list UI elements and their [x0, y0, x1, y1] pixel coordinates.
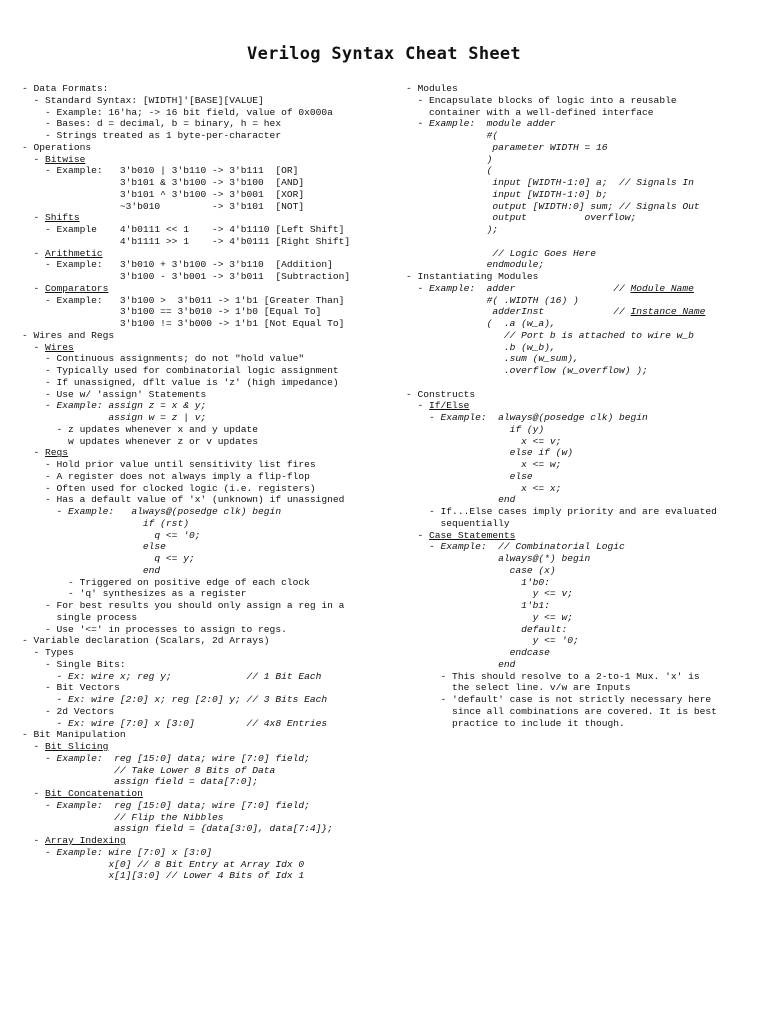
- text-line: - Case Statements: [406, 529, 516, 541]
- underlined-heading: Shifts: [45, 212, 80, 224]
- text-line: - Example: // Combinatorial Logic: [406, 541, 625, 553]
- text-line: 1'b0:: [406, 576, 550, 588]
- text-line: .b (w_b),: [406, 341, 556, 353]
- text-line: - 'default' case is not strictly necessary here: [406, 694, 712, 705]
- text-line: assign field = {data[3:0], data[7:4]};: [22, 823, 333, 835]
- underlined-heading: Case Statements: [429, 529, 516, 541]
- text-line: y <= v;: [406, 588, 573, 600]
- text-line: y <= w;: [406, 611, 573, 623]
- text-line: case (x): [406, 564, 556, 576]
- text-line: end: [406, 494, 516, 506]
- text-line: - Standard Syntax: [WIDTH]'[BASE][VALUE]: [22, 94, 264, 106]
- text-line: endcase: [406, 647, 550, 658]
- underlined-heading: Bitwise: [45, 153, 86, 165]
- text-line: - Single Bits:: [22, 658, 126, 670]
- text-line: // Port b is attached to wire w_b: [406, 329, 694, 341]
- text-line: - Example: adder // Module Name: [406, 282, 694, 294]
- text-line: container with a well-defined interface: [406, 106, 654, 118]
- text-line: - Shifts: [22, 212, 80, 224]
- text-line: parameter WIDTH = 16: [406, 141, 608, 153]
- underlined-heading: If/Else: [429, 400, 470, 412]
- page-title: Verilog Syntax Cheat Sheet: [247, 44, 521, 64]
- text-line: // Logic Goes Here: [406, 247, 596, 259]
- underlined-heading: Bit Concatenation: [45, 788, 143, 799]
- text-line: since all combinations are covered. It is best: [406, 705, 717, 717]
- text-line: .sum (w_sum),: [406, 353, 579, 365]
- text-line: single process: [22, 611, 138, 623]
- text-line: 3'b100 - 3'b001 -> 3'b011 [Subtraction]: [22, 271, 351, 282]
- text-line: sequentially: [406, 517, 510, 529]
- text-line: 3'b100 == 3'b010 -> 1'b0 [Equal To]: [22, 306, 322, 318]
- right-column: [406, 83, 762, 729]
- text-line: - Example: 3'b100 > 3'b011 -> 1'b1 [Greater Than]: [22, 294, 345, 306]
- text-line: 3'b101 & 3'b100 -> 3'b100 [AND]: [22, 177, 305, 188]
- text-line: - Example: reg [15:0] data; wire [7:0] field;: [22, 799, 310, 811]
- text-line: - If...Else cases imply priority and are evaluated: [406, 506, 717, 517]
- text-line: - Example: 3'b010 | 3'b110 -> 3'b111 [OR]: [22, 165, 299, 177]
- underlined-heading: Regs: [45, 447, 69, 459]
- text-line: output overflow;: [406, 212, 637, 224]
- text-line: x <= w;: [406, 459, 562, 470]
- text-line: - Wires: [22, 341, 74, 353]
- text-line: // Flip the Nibbles: [22, 811, 224, 823]
- text-line: if (rst): [22, 517, 189, 529]
- text-line: - 2d Vectors: [22, 705, 115, 717]
- text-line: x[1][3:0] // Lower 4 Bits of Idx 1: [22, 870, 305, 882]
- text-line: - Use '<=' in processes to assign to regs.: [22, 623, 287, 635]
- text-line: - Data Formats:: [22, 83, 109, 94]
- text-line: #( .WIDTH (16) ): [406, 294, 579, 306]
- text-line: - Instantiating Modules: [406, 271, 539, 282]
- text-line: - Ex: wire x; reg y; // 1 Bit Each: [22, 670, 322, 682]
- text-line: - If/Else: [406, 400, 470, 412]
- text-line: [406, 377, 762, 389]
- left-column: [22, 83, 394, 882]
- text-line: y <= '0;: [406, 635, 579, 647]
- text-line: assign field = data[7:0];: [22, 776, 259, 788]
- text-line: x <= x;: [406, 482, 562, 494]
- text-line: q <= y;: [22, 553, 195, 564]
- text-line: else: [406, 470, 533, 482]
- text-line: - z updates whenever x and y update: [22, 423, 259, 435]
- text-line: w updates whenever z or v updates: [22, 435, 259, 447]
- text-line: - Example: assign z = x & y;: [22, 400, 207, 412]
- underlined-heading: Wires: [45, 341, 74, 353]
- text-line: - Ex: wire [2:0] x; reg [2:0] y; // 3 Bits Each: [22, 694, 328, 705]
- text-line: - Constructs: [406, 388, 476, 400]
- text-line: - Continuous assignments; do not "hold value": [22, 353, 305, 365]
- text-line: 1'b1:: [406, 600, 550, 611]
- text-line: - Example: 16'ha; -> 16 bit field, value of 0x000a: [22, 106, 333, 118]
- text-line: - Comparators: [22, 282, 109, 294]
- text-line: - Example: always@(posedge clk) begin: [406, 412, 648, 423]
- text-line: - Types: [22, 647, 74, 658]
- text-line: - Has a default value of 'x' (unknown) if unassigned: [22, 494, 345, 506]
- text-line: output [WIDTH:0] sum; // Signals Out: [406, 200, 700, 212]
- text-line: else: [22, 541, 166, 553]
- text-line: else if (w): [406, 447, 573, 459]
- text-line: // Take Lower 8 Bits of Data: [22, 764, 276, 776]
- text-line: 3'b101 ^ 3'b100 -> 3'b001 [XOR]: [22, 188, 305, 200]
- text-line: .overflow (w_overflow) );: [406, 365, 648, 376]
- text-line: - Use w/ 'assign' Statements: [22, 388, 207, 400]
- text-line: - Example: 3'b010 + 3'b100 -> 3'b110 [Addition]: [22, 259, 333, 271]
- text-line: (: [406, 165, 493, 177]
- text-line: x <= v;: [406, 435, 562, 447]
- text-line: q <= '0;: [22, 529, 201, 541]
- text-line: - Variable declaration (Scalars, 2d Arrays): [22, 635, 270, 647]
- text-line: - Example: reg [15:0] data; wire [7:0] field;: [22, 752, 310, 764]
- text-line: - Operations: [22, 141, 92, 153]
- text-line: - Example: module adder: [406, 118, 556, 130]
- underlined-heading: Module Name: [630, 282, 694, 294]
- text-line: - Bit Vectors: [22, 682, 120, 694]
- underlined-heading: Bit Slicing: [45, 741, 109, 752]
- text-line: 3'b100 != 3'b000 -> 1'b1 [Not Equal To]: [22, 318, 345, 329]
- text-line: - Often used for clocked logic (i.e. registers): [22, 482, 316, 494]
- text-line: - Bit Concatenation: [22, 788, 143, 799]
- underlined-heading: Comparators: [45, 282, 109, 294]
- text-line: - Regs: [22, 447, 69, 459]
- text-line: - Modules: [406, 83, 458, 94]
- text-line: default:: [406, 623, 568, 635]
- text-line: input [WIDTH-1:0] a; // Signals In: [406, 177, 694, 188]
- underlined-heading: Instance Name: [630, 306, 706, 318]
- text-line: - For best results you should only assign a reg in a: [22, 600, 345, 611]
- text-line: endmodule;: [406, 259, 545, 271]
- text-line: - Arithmetic: [22, 247, 103, 259]
- text-line: - Bit Slicing: [22, 741, 109, 752]
- text-line: practice to include it though.: [406, 717, 625, 729]
- text-line: adderInst // Instance Name: [406, 306, 706, 318]
- text-line: 4'b1111 >> 1 -> 4'b0111 [Right Shift]: [22, 235, 351, 247]
- text-line: end: [22, 564, 161, 576]
- underlined-heading: Arithmetic: [45, 247, 103, 259]
- text-line: [406, 236, 762, 248]
- text-line: - Bit Manipulation: [22, 729, 126, 741]
- text-line: assign w = z | v;: [22, 412, 207, 423]
- text-line: - Wires and Regs: [22, 329, 115, 341]
- text-line: - Bases: d = decimal, b = binary, h = hex: [22, 118, 282, 130]
- text-line: - Bitwise: [22, 153, 86, 165]
- text-line: if (y): [406, 423, 545, 435]
- text-line: - Hold prior value until sensitivity list fires: [22, 459, 316, 470]
- underlined-heading: Array Indexing: [45, 835, 126, 846]
- text-line: end: [406, 658, 516, 670]
- text-line: - Ex: wire [7:0] x [3:0] // 4x8 Entries: [22, 717, 328, 729]
- text-line: - If unassigned, dflt value is 'z' (high impedance): [22, 376, 339, 388]
- text-line: - Encapsulate blocks of logic into a reusable: [406, 94, 677, 106]
- text-line: - A register does not always imply a flip-flop: [22, 470, 310, 482]
- text-line: - Strings treated as 1 byte-per-character: [22, 130, 282, 141]
- text-line: input [WIDTH-1:0] b;: [406, 188, 608, 200]
- text-line: ( .a (w_a),: [406, 318, 556, 329]
- text-line: - Array Indexing: [22, 835, 126, 846]
- text-line: - This should resolve to a 2-to-1 Mux. 'x' is: [406, 670, 700, 682]
- text-line: #(: [406, 130, 499, 141]
- text-line: );: [406, 224, 499, 235]
- text-line: the select line. v/w are Inputs: [406, 682, 631, 694]
- text-line: ): [406, 153, 493, 165]
- text-line: - Example: always@(posedge clk) begin: [22, 506, 282, 517]
- text-line: always@(*) begin: [406, 553, 591, 564]
- text-line: - Example 4'b0111 << 1 -> 4'b1110 [Left Shift]: [22, 224, 345, 235]
- text-line: - Typically used for combinatorial logic assignment: [22, 365, 339, 376]
- text-line: - Triggered on positive edge of each clock: [22, 576, 310, 588]
- text-line: ~3'b010 -> 3'b101 [NOT]: [22, 200, 305, 212]
- text-line: - Example: wire [7:0] x [3:0]: [22, 846, 212, 858]
- text-line: - 'q' synthesizes as a register: [22, 588, 247, 600]
- text-line: x[0] // 8 Bit Entry at Array Idx 0: [22, 858, 305, 870]
